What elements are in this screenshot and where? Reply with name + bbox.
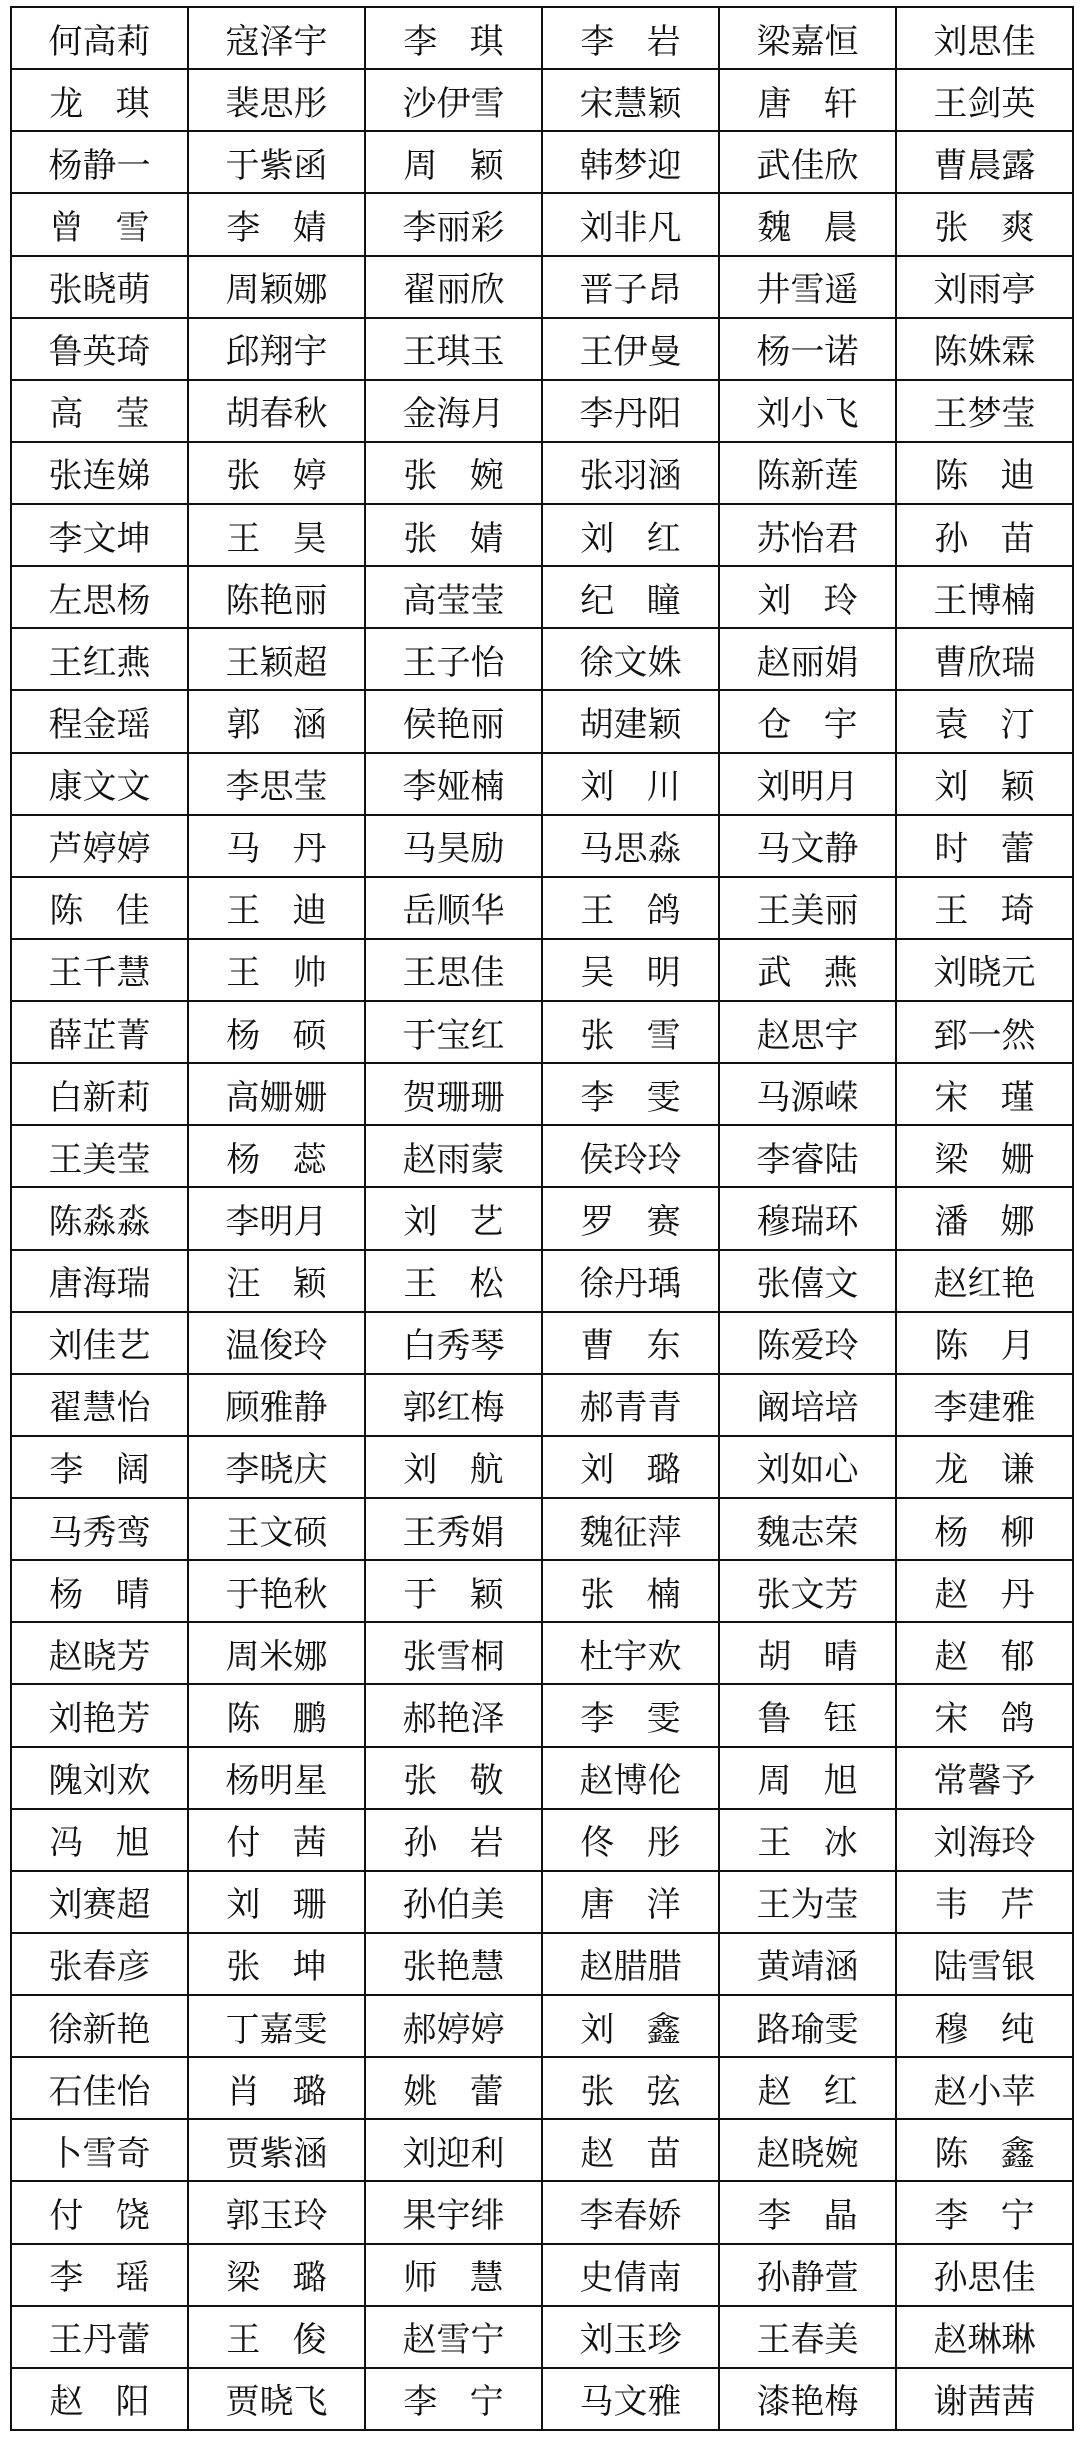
table-row <box>11 877 1073 939</box>
name-cell: 刘非凡 <box>542 193 719 255</box>
name-cell: 赵博伦 <box>542 1747 719 1809</box>
name-cell: 李丹阳 <box>542 380 719 442</box>
name-cell: 马丹 <box>188 815 365 877</box>
name-cell: 孙静萱 <box>719 2244 896 2306</box>
name-cell: 王鸽 <box>542 877 719 939</box>
name-cell: 姚蕾 <box>365 2057 542 2119</box>
name-cell: 李瑶 <box>11 2244 188 2306</box>
name-cell: 杨静一 <box>11 131 188 193</box>
name-cell: 程金瑶 <box>11 690 188 752</box>
table-row <box>11 1560 1073 1622</box>
name-cell: 邱翔宇 <box>188 318 365 380</box>
name-cell: 陈迪 <box>896 442 1073 504</box>
name-cell: 李建雅 <box>896 1374 1073 1436</box>
table-row <box>11 753 1073 815</box>
name-cell: 王美丽 <box>719 877 896 939</box>
name-cell: 芦婷婷 <box>11 815 188 877</box>
name-cell: 左思杨 <box>11 566 188 628</box>
name-cell: 刘晓元 <box>896 939 1073 1001</box>
name-cell: 李睿陆 <box>719 1125 896 1187</box>
name-cell: 黄靖涵 <box>719 1933 896 1995</box>
name-cell: 侯玲玲 <box>542 1125 719 1187</box>
name-cell: 张爽 <box>896 193 1073 255</box>
name-cell: 孙思佳 <box>896 2244 1073 2306</box>
name-cell: 宋瑾 <box>896 1063 1073 1125</box>
name-cell: 冯旭 <box>11 1809 188 1871</box>
name-cell: 张雪桐 <box>365 1622 542 1684</box>
name-cell: 宋慧颖 <box>542 69 719 131</box>
name-cell: 顾雅静 <box>188 1374 365 1436</box>
name-cell: 赵丹 <box>896 1560 1073 1622</box>
name-cell: 刘颖 <box>896 753 1073 815</box>
table-row <box>11 504 1073 566</box>
name-cell: 马思淼 <box>542 815 719 877</box>
name-cell: 丁嘉雯 <box>188 1995 365 2057</box>
table-row <box>11 1871 1073 1933</box>
name-cell: 孙岩 <box>365 1809 542 1871</box>
name-cell: 胡春秋 <box>188 380 365 442</box>
table-row <box>11 939 1073 1001</box>
name-cell: 李琪 <box>365 7 542 69</box>
name-cell: 陆雪银 <box>896 1933 1073 1995</box>
name-cell: 赵红 <box>719 2057 896 2119</box>
name-cell: 孙苗 <box>896 504 1073 566</box>
name-cell: 李雯 <box>542 1684 719 1746</box>
name-cell: 郝艳泽 <box>365 1684 542 1746</box>
name-cell: 龙谦 <box>896 1436 1073 1498</box>
name-cell: 刘海玲 <box>896 1809 1073 1871</box>
name-cell: 张弦 <box>542 2057 719 2119</box>
name-cell: 刘雨亭 <box>896 256 1073 318</box>
name-cell: 赵思宇 <box>719 1001 896 1063</box>
name-cell: 杨明星 <box>188 1747 365 1809</box>
name-cell: 高莹 <box>11 380 188 442</box>
name-cell: 李雯 <box>542 1063 719 1125</box>
name-cell: 郅一然 <box>896 1001 1073 1063</box>
name-cell: 魏征萍 <box>542 1498 719 1560</box>
name-cell: 高姗姗 <box>188 1063 365 1125</box>
name-cell: 刘如心 <box>719 1436 896 1498</box>
name-cell: 赵红艳 <box>896 1250 1073 1312</box>
name-cell: 寇泽宇 <box>188 7 365 69</box>
name-cell: 徐新艳 <box>11 1995 188 2057</box>
name-cell: 胡晴 <box>719 1622 896 1684</box>
name-cell: 郝婷婷 <box>365 1995 542 2057</box>
name-cell: 翟丽欣 <box>365 256 542 318</box>
name-cell: 贾紫涵 <box>188 2119 365 2181</box>
name-cell: 张羽涵 <box>542 442 719 504</box>
name-cell: 魏志荣 <box>719 1498 896 1560</box>
name-cell: 魏晨 <box>719 193 896 255</box>
name-cell: 时蕾 <box>896 815 1073 877</box>
name-cell: 王春美 <box>719 2306 896 2368</box>
name-cell: 梁嘉恒 <box>719 7 896 69</box>
name-cell: 王思佳 <box>365 939 542 1001</box>
name-cell: 王美莹 <box>11 1125 188 1187</box>
name-cell: 马文雅 <box>542 2368 719 2430</box>
name-cell: 赵琳琳 <box>896 2306 1073 2368</box>
name-cell: 温俊玲 <box>188 1312 365 1374</box>
name-cell: 贺珊珊 <box>365 1063 542 1125</box>
name-cell: 刘鑫 <box>542 1995 719 2057</box>
table-row <box>11 815 1073 877</box>
name-cell: 隗刘欢 <box>11 1747 188 1809</box>
table-row <box>11 318 1073 380</box>
name-cell: 唐洋 <box>542 1871 719 1933</box>
name-cell: 王迪 <box>188 877 365 939</box>
name-cell: 郭红梅 <box>365 1374 542 1436</box>
name-cell: 周颖 <box>365 131 542 193</box>
name-cell: 李阔 <box>11 1436 188 1498</box>
name-cell: 杜宇欢 <box>542 1622 719 1684</box>
name-cell: 纪瞳 <box>542 566 719 628</box>
name-cell: 谢茜茜 <box>896 2368 1073 2430</box>
name-cell: 王俊 <box>188 2306 365 2368</box>
name-cell: 付饶 <box>11 2181 188 2243</box>
name-cell: 刘珊 <box>188 1871 365 1933</box>
name-cell: 沙伊雪 <box>365 69 542 131</box>
name-cell: 赵阳 <box>11 2368 188 2430</box>
name-cell: 张连娣 <box>11 442 188 504</box>
name-cell: 卜雪奇 <box>11 2119 188 2181</box>
name-cell: 郝青青 <box>542 1374 719 1436</box>
name-cell: 王冰 <box>719 1809 896 1871</box>
name-table-body <box>11 7 1073 2430</box>
name-cell: 白新莉 <box>11 1063 188 1125</box>
table-row <box>11 628 1073 690</box>
name-cell: 张雪 <box>542 1001 719 1063</box>
name-cell: 梁璐 <box>188 2244 365 2306</box>
name-cell: 张婧 <box>365 504 542 566</box>
table-row <box>11 1498 1073 1560</box>
name-cell: 王琦 <box>896 877 1073 939</box>
name-cell: 于艳秋 <box>188 1560 365 1622</box>
name-cell: 张文芳 <box>719 1560 896 1622</box>
name-cell: 韩梦迎 <box>542 131 719 193</box>
name-cell: 杨柳 <box>896 1498 1073 1560</box>
name-cell: 王琪玉 <box>365 318 542 380</box>
name-table <box>10 6 1074 2431</box>
table-row <box>11 442 1073 504</box>
name-cell: 李宁 <box>365 2368 542 2430</box>
name-cell: 金海月 <box>365 380 542 442</box>
name-cell: 王梦莹 <box>896 380 1073 442</box>
name-cell: 肖璐 <box>188 2057 365 2119</box>
name-cell: 翟慧怡 <box>11 1374 188 1436</box>
name-cell: 刘红 <box>542 504 719 566</box>
name-cell: 曹东 <box>542 1312 719 1374</box>
table-row <box>11 193 1073 255</box>
name-cell: 漆艳梅 <box>719 2368 896 2430</box>
name-cell: 张艳慧 <box>365 1933 542 1995</box>
name-cell: 井雪遥 <box>719 256 896 318</box>
name-cell: 宋鸽 <box>896 1684 1073 1746</box>
name-cell: 赵郁 <box>896 1622 1073 1684</box>
name-cell: 赵雪宁 <box>365 2306 542 2368</box>
name-cell: 武佳欣 <box>719 131 896 193</box>
name-cell: 李岩 <box>542 7 719 69</box>
name-cell: 付茜 <box>188 1809 365 1871</box>
name-cell: 李婧 <box>188 193 365 255</box>
name-cell: 曾雪 <box>11 193 188 255</box>
name-cell: 王帅 <box>188 939 365 1001</box>
name-cell: 刘思佳 <box>896 7 1073 69</box>
name-cell: 康文文 <box>11 753 188 815</box>
name-cell: 李晓庆 <box>188 1436 365 1498</box>
name-cell: 侯艳丽 <box>365 690 542 752</box>
table-row <box>11 1747 1073 1809</box>
name-cell: 陈爱玲 <box>719 1312 896 1374</box>
name-cell: 刘玲 <box>719 566 896 628</box>
name-cell: 陈艳丽 <box>188 566 365 628</box>
name-cell: 穆纯 <box>896 1995 1073 2057</box>
name-cell: 李春娇 <box>542 2181 719 2243</box>
name-cell: 师慧 <box>365 2244 542 2306</box>
table-row <box>11 566 1073 628</box>
name-cell: 徐文姝 <box>542 628 719 690</box>
table-row <box>11 131 1073 193</box>
name-cell: 汪颖 <box>188 1250 365 1312</box>
name-cell: 王文硕 <box>188 1498 365 1560</box>
name-cell: 杨一诺 <box>719 318 896 380</box>
name-cell: 李娅楠 <box>365 753 542 815</box>
name-cell: 王伊曼 <box>542 318 719 380</box>
name-cell: 赵丽娟 <box>719 628 896 690</box>
name-cell: 刘川 <box>542 753 719 815</box>
name-cell: 张婉 <box>365 442 542 504</box>
table-row <box>11 2244 1073 2306</box>
name-cell: 武燕 <box>719 939 896 1001</box>
name-cell: 苏怡君 <box>719 504 896 566</box>
table-row <box>11 2368 1073 2430</box>
name-cell: 陈新莲 <box>719 442 896 504</box>
name-cell: 王千慧 <box>11 939 188 1001</box>
name-cell: 赵晓芳 <box>11 1622 188 1684</box>
table-row <box>11 1250 1073 1312</box>
table-row <box>11 2057 1073 2119</box>
name-cell: 赵苗 <box>542 2119 719 2181</box>
table-row <box>11 2181 1073 2243</box>
name-cell: 李文坤 <box>11 504 188 566</box>
name-cell: 张婷 <box>188 442 365 504</box>
name-cell: 刘明月 <box>719 753 896 815</box>
name-cell: 于紫函 <box>188 131 365 193</box>
name-cell: 周颖娜 <box>188 256 365 318</box>
table-row <box>11 1809 1073 1871</box>
name-cell: 佟彤 <box>542 1809 719 1871</box>
name-cell: 张敬 <box>365 1747 542 1809</box>
name-table-container <box>10 6 1074 2431</box>
name-cell: 郭涵 <box>188 690 365 752</box>
name-cell: 王子怡 <box>365 628 542 690</box>
name-cell: 周米娜 <box>188 1622 365 1684</box>
name-cell: 裴思彤 <box>188 69 365 131</box>
name-cell: 晋子昂 <box>542 256 719 318</box>
table-row <box>11 1374 1073 1436</box>
name-cell: 陈月 <box>896 1312 1073 1374</box>
name-cell: 果宇绯 <box>365 2181 542 2243</box>
name-cell: 刘艳芳 <box>11 1684 188 1746</box>
table-row <box>11 1995 1073 2057</box>
name-cell: 张僖文 <box>719 1250 896 1312</box>
name-cell: 陈淼淼 <box>11 1187 188 1249</box>
name-cell: 唐轩 <box>719 69 896 131</box>
name-cell: 李思莹 <box>188 753 365 815</box>
table-row <box>11 690 1073 752</box>
table-row <box>11 1933 1073 1995</box>
name-cell: 胡建颖 <box>542 690 719 752</box>
name-cell: 王丹蕾 <box>11 2306 188 2368</box>
name-cell: 王昊 <box>188 504 365 566</box>
name-cell: 刘璐 <box>542 1436 719 1498</box>
name-cell: 王颖超 <box>188 628 365 690</box>
table-row <box>11 380 1073 442</box>
name-cell: 吴明 <box>542 939 719 1001</box>
name-cell: 仓宇 <box>719 690 896 752</box>
table-row <box>11 1436 1073 1498</box>
name-cell: 刘赛超 <box>11 1871 188 1933</box>
name-cell: 周旭 <box>719 1747 896 1809</box>
name-cell: 赵腊腊 <box>542 1933 719 1995</box>
name-cell: 马文静 <box>719 815 896 877</box>
name-cell: 王博楠 <box>896 566 1073 628</box>
name-cell: 史倩南 <box>542 2244 719 2306</box>
name-cell: 唐海瑞 <box>11 1250 188 1312</box>
table-row <box>11 1187 1073 1249</box>
name-cell: 刘艺 <box>365 1187 542 1249</box>
name-cell: 韦芹 <box>896 1871 1073 1933</box>
name-cell: 张晓萌 <box>11 256 188 318</box>
name-cell: 刘航 <box>365 1436 542 1498</box>
name-cell: 罗赛 <box>542 1187 719 1249</box>
name-cell: 王为莹 <box>719 1871 896 1933</box>
name-cell: 杨蕊 <box>188 1125 365 1187</box>
name-cell: 赵雨蒙 <box>365 1125 542 1187</box>
name-cell: 郭玉玲 <box>188 2181 365 2243</box>
name-cell: 刘迎利 <box>365 2119 542 2181</box>
name-cell: 杨硕 <box>188 1001 365 1063</box>
name-cell: 李宁 <box>896 2181 1073 2243</box>
name-cell: 路瑜雯 <box>719 1995 896 2057</box>
name-cell: 薛芷菁 <box>11 1001 188 1063</box>
table-row <box>11 1684 1073 1746</box>
name-cell: 王剑英 <box>896 69 1073 131</box>
name-cell: 李明月 <box>188 1187 365 1249</box>
name-cell: 孙伯美 <box>365 1871 542 1933</box>
name-cell: 张春彦 <box>11 1933 188 1995</box>
name-cell: 陈佳 <box>11 877 188 939</box>
table-row <box>11 1063 1073 1125</box>
table-row <box>11 1001 1073 1063</box>
table-row <box>11 1125 1073 1187</box>
name-cell: 马秀鸾 <box>11 1498 188 1560</box>
name-cell: 杨晴 <box>11 1560 188 1622</box>
name-cell: 曹欣瑞 <box>896 628 1073 690</box>
name-cell: 赵小苹 <box>896 2057 1073 2119</box>
name-cell: 常馨予 <box>896 1747 1073 1809</box>
name-cell: 陈鑫 <box>896 2119 1073 2181</box>
table-row <box>11 1312 1073 1374</box>
name-cell: 张楠 <box>542 1560 719 1622</box>
name-cell: 潘娜 <box>896 1187 1073 1249</box>
table-row <box>11 7 1073 69</box>
name-cell: 梁姗 <box>896 1125 1073 1187</box>
name-cell: 袁汀 <box>896 690 1073 752</box>
name-cell: 白秀琴 <box>365 1312 542 1374</box>
name-cell: 马源嵘 <box>719 1063 896 1125</box>
name-cell: 王红燕 <box>11 628 188 690</box>
name-cell: 何高莉 <box>11 7 188 69</box>
name-cell: 王松 <box>365 1250 542 1312</box>
name-cell: 刘玉珍 <box>542 2306 719 2368</box>
name-cell: 贾晓飞 <box>188 2368 365 2430</box>
name-cell: 赵晓婉 <box>719 2119 896 2181</box>
name-cell: 张坤 <box>188 1933 365 1995</box>
name-cell: 石佳怡 <box>11 2057 188 2119</box>
name-cell: 高莹莹 <box>365 566 542 628</box>
name-cell: 穆瑞环 <box>719 1187 896 1249</box>
name-cell: 刘小飞 <box>719 380 896 442</box>
name-cell: 马昊励 <box>365 815 542 877</box>
name-cell: 徐丹瑀 <box>542 1250 719 1312</box>
table-row <box>11 2306 1073 2368</box>
table-row <box>11 2119 1073 2181</box>
name-cell: 鲁英琦 <box>11 318 188 380</box>
name-cell: 王秀娟 <box>365 1498 542 1560</box>
name-cell: 曹晨露 <box>896 131 1073 193</box>
name-cell: 李丽彩 <box>365 193 542 255</box>
table-row <box>11 69 1073 131</box>
name-cell: 于宝红 <box>365 1001 542 1063</box>
name-cell: 龙琪 <box>11 69 188 131</box>
name-cell: 李晶 <box>719 2181 896 2243</box>
name-cell: 于颖 <box>365 1560 542 1622</box>
name-cell: 刘佳艺 <box>11 1312 188 1374</box>
name-cell: 陈鹏 <box>188 1684 365 1746</box>
name-cell: 陈姝霖 <box>896 318 1073 380</box>
table-row <box>11 256 1073 318</box>
name-cell: 阚培培 <box>719 1374 896 1436</box>
name-cell: 岳顺华 <box>365 877 542 939</box>
table-row <box>11 1622 1073 1684</box>
name-cell: 鲁钰 <box>719 1684 896 1746</box>
